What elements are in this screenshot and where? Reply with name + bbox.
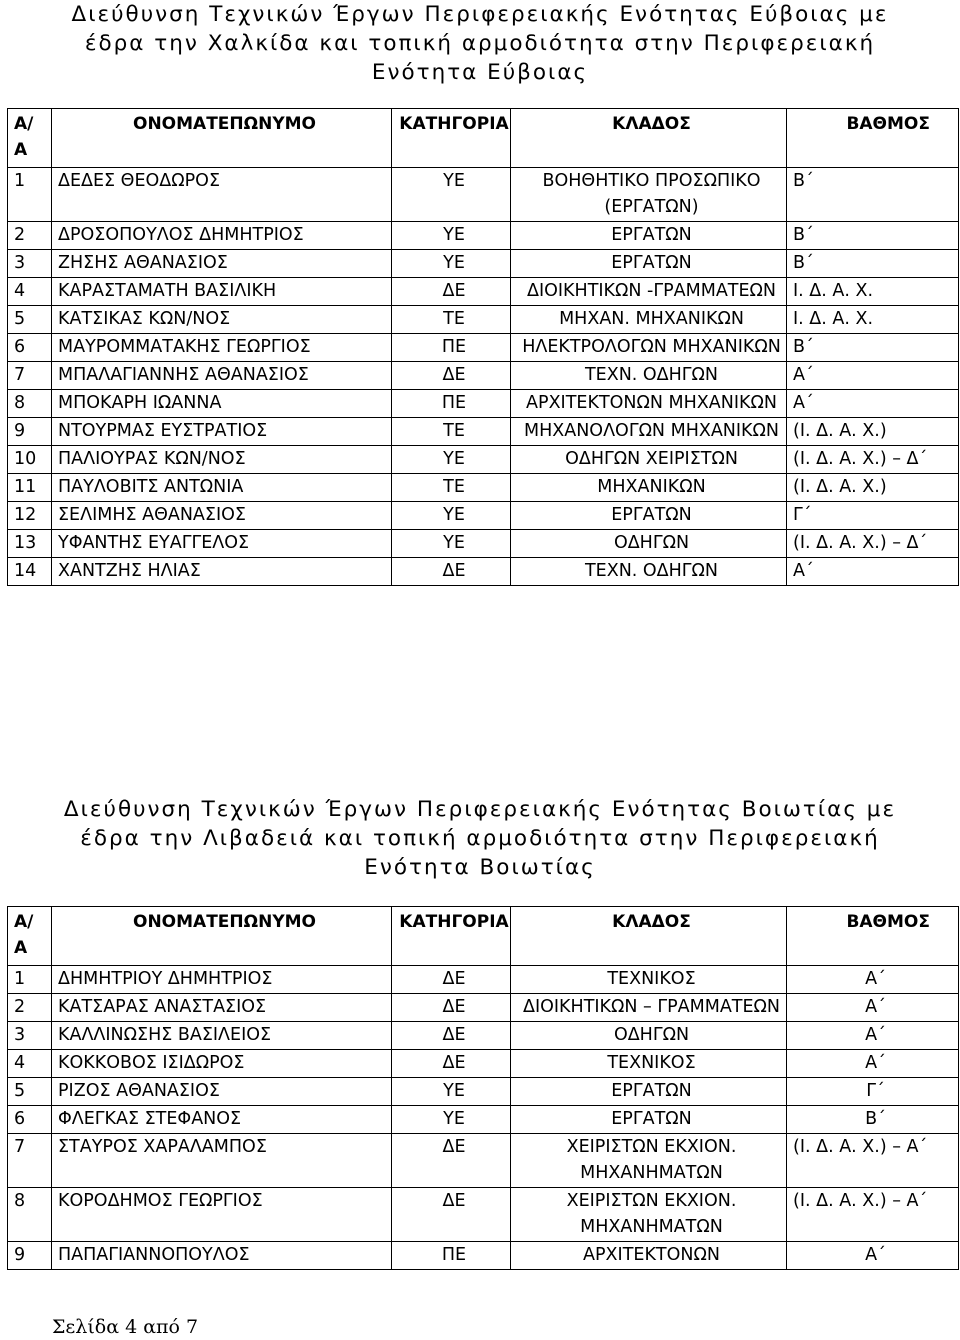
employee-branch: ΔΙΟΙΚΗΤΙΚΩΝ -ΓΡΑΜΜΑΤΕΩΝ [511, 278, 787, 306]
employee-branch: ΟΔΗΓΩΝ ΧΕΙΡΙΣΤΩΝ [511, 446, 787, 474]
table-row [8, 250, 959, 278]
employee-name: ΔΕΔΕΣ ΘΕΟΔΩΡΟΣ [52, 168, 392, 222]
employee-name: ΚΑΛΛΙΝΩΣΗΣ ΒΑΣΙΛΕΙΟΣ [52, 1022, 392, 1050]
row-number: 2 [8, 994, 52, 1022]
table-row [8, 168, 959, 222]
section-1-title [0, 0, 960, 87]
table-header-row [8, 907, 959, 966]
header-branch: ΚΛΑΔΟΣ [511, 907, 787, 966]
row-number: 3 [8, 1022, 52, 1050]
employee-name: ΚΑΤΣΙΚΑΣ ΚΩΝ/ΝΟΣ [52, 306, 392, 334]
employee-branch: ΧΕΙΡΙΣΤΩΝ ΕΚΧΙΟΝ. ΜΗΧΑΝΗΜΑΤΩΝ [511, 1188, 787, 1242]
employee-grade: Β΄ [787, 1106, 959, 1134]
header-no: Α/ Α [8, 109, 52, 168]
employee-branch: ΔΙΟΙΚΗΤΙΚΩΝ – ΓΡΑΜΜΑΤΕΩΝ [511, 994, 787, 1022]
employee-category: ΥΕ [392, 502, 511, 530]
employee-category: ΔΕ [392, 966, 511, 994]
table-body [8, 966, 959, 1270]
header-grade: ΒΑΘΜΟΣ [787, 109, 959, 168]
employee-branch: ΕΡΓΑΤΩΝ [511, 250, 787, 278]
title-line: Διεύθυνση Τεχνικών Έργων Περιφερειακής Ενότητας Εύβοιας με [71, 2, 889, 27]
employee-name: ΧΑΝΤΖΗΣ ΗΛΙΑΣ [52, 558, 392, 586]
row-number: 5 [8, 1078, 52, 1106]
employee-branch: ΒΟΗΘΗΤΙΚΟ ΠΡΟΣΩΠΙΚΟ (ΕΡΓΑΤΩΝ) [511, 168, 787, 222]
row-number: 1 [8, 168, 52, 222]
employee-name: ΦΛΕΓΚΑΣ ΣΤΕΦΑΝΟΣ [52, 1106, 392, 1134]
employee-branch: ΑΡΧΙΤΕΚΤΟΝΩΝ [511, 1242, 787, 1270]
employee-category: ΔΕ [392, 558, 511, 586]
row-number: 6 [8, 334, 52, 362]
table-body [8, 168, 959, 586]
employee-name: ΚΑΡΑΣΤΑΜΑΤΗ ΒΑΣΙΛΙΚΗ [52, 278, 392, 306]
title-line: Ενότητα Εύβοιας [371, 60, 589, 85]
employee-grade: Α΄ [787, 362, 959, 390]
employee-category: ΥΕ [392, 250, 511, 278]
employee-category: ΤΕ [392, 474, 511, 502]
employee-grade: Γ΄ [787, 1078, 959, 1106]
employee-name: ΡΙΖΟΣ ΑΘΑΝΑΣΙΟΣ [52, 1078, 392, 1106]
table-row [8, 1188, 959, 1242]
employee-category: ΔΕ [392, 278, 511, 306]
table-row [8, 530, 959, 558]
row-number: 11 [8, 474, 52, 502]
header-name: ΟΝΟΜΑΤΕΠΩΝΥΜΟ [52, 907, 392, 966]
employee-branch: ΤΕΧΝΙΚΟΣ [511, 1050, 787, 1078]
staff-table-viotia [7, 906, 959, 1270]
employee-category: ΥΕ [392, 530, 511, 558]
employee-category: ΔΕ [392, 1022, 511, 1050]
table-row [8, 334, 959, 362]
employee-category: ΔΕ [392, 1188, 511, 1242]
employee-branch: ΟΔΗΓΩΝ [511, 1022, 787, 1050]
employee-category: ΠΕ [392, 334, 511, 362]
employee-grade: Γ΄ [787, 502, 959, 530]
row-number: 2 [8, 222, 52, 250]
header-category: ΚΑΤΗΓΟΡΙΑ [392, 907, 511, 966]
employee-branch: ΕΡΓΑΤΩΝ [511, 1106, 787, 1134]
header-no: Α/ Α [8, 907, 52, 966]
employee-branch: ΕΡΓΑΤΩΝ [511, 502, 787, 530]
employee-grade: Α΄ [787, 1242, 959, 1270]
header-category: ΚΑΤΗΓΟΡΙΑ [392, 109, 511, 168]
table-row [8, 1242, 959, 1270]
employee-branch: ΤΕΧΝ. ΟΔΗΓΩΝ [511, 362, 787, 390]
employee-grade: Α΄ [787, 1050, 959, 1078]
table-row [8, 558, 959, 586]
title-line: Ενότητα Βοιωτίας [364, 855, 596, 880]
table-row [8, 1134, 959, 1188]
header-branch: ΚΛΑΔΟΣ [511, 109, 787, 168]
table-row [8, 278, 959, 306]
table-row [8, 966, 959, 994]
employee-name: ΜΠΟΚΑΡΗ ΙΩΑΝΝΑ [52, 390, 392, 418]
employee-branch: ΑΡΧΙΤΕΚΤΟΝΩΝ ΜΗΧΑΝΙΚΩΝ [511, 390, 787, 418]
employee-name: ΜΑΥΡΟΜΜΑΤΑΚΗΣ ΓΕΩΡΓΙΟΣ [52, 334, 392, 362]
table-row [8, 994, 959, 1022]
employee-branch: ΕΡΓΑΤΩΝ [511, 1078, 787, 1106]
table-row [8, 502, 959, 530]
employee-grade: Β΄ [787, 250, 959, 278]
row-number: 4 [8, 278, 52, 306]
employee-category: ΥΕ [392, 222, 511, 250]
employee-grade: (Ι. Δ. Α. Χ.) – Δ΄ [787, 446, 959, 474]
table-row [8, 362, 959, 390]
employee-grade: (Ι. Δ. Α. Χ.) – Α΄ [787, 1188, 959, 1242]
employee-grade: (Ι. Δ. Α. Χ.) [787, 474, 959, 502]
employee-name: ΣΤΑΥΡΟΣ ΧΑΡΑΛΑΜΠΟΣ [52, 1134, 392, 1188]
section-2-title [0, 795, 960, 882]
employee-category: ΤΕ [392, 418, 511, 446]
employee-name: ΚΟΡΟΔΗΜΟΣ ΓΕΩΡΓΙΟΣ [52, 1188, 392, 1242]
employee-name: ΠΑΛΙΟΥΡΑΣ ΚΩΝ/ΝΟΣ [52, 446, 392, 474]
employee-grade: Β΄ [787, 334, 959, 362]
employee-category: ΔΕ [392, 362, 511, 390]
row-number: 8 [8, 1188, 52, 1242]
row-number: 6 [8, 1106, 52, 1134]
employee-name: ΜΠΑΛΑΓΙΑΝΝΗΣ ΑΘΑΝΑΣΙΟΣ [52, 362, 392, 390]
employee-branch: ΤΕΧΝ. ΟΔΗΓΩΝ [511, 558, 787, 586]
employee-category: ΠΕ [392, 390, 511, 418]
row-number: 14 [8, 558, 52, 586]
row-number: 8 [8, 390, 52, 418]
page-number: Σελίδα 4 από 7 [52, 1316, 199, 1338]
employee-grade: Β΄ [787, 222, 959, 250]
employee-category: ΤΕ [392, 306, 511, 334]
employee-category: ΥΕ [392, 168, 511, 222]
table-row [8, 1022, 959, 1050]
employee-grade: Β΄ [787, 168, 959, 222]
row-number: 9 [8, 1242, 52, 1270]
employee-branch: ΜΗΧΑΝ. ΜΗΧΑΝΙΚΩΝ [511, 306, 787, 334]
title-line: έδρα την Χαλκίδα και τοπική αρμοδιότητα στην Περιφερειακή [84, 31, 876, 56]
employee-grade: Α΄ [787, 1022, 959, 1050]
employee-grade: (Ι. Δ. Α. Χ.) [787, 418, 959, 446]
employee-grade: (Ι. Δ. Α. Χ.) – Δ΄ [787, 530, 959, 558]
employee-branch: ΕΡΓΑΤΩΝ [511, 222, 787, 250]
employee-name: ΝΤΟΥΡΜΑΣ ΕΥΣΤΡΑΤΙΟΣ [52, 418, 392, 446]
row-number: 12 [8, 502, 52, 530]
header-name: ΟΝΟΜΑΤΕΠΩΝΥΜΟ [52, 109, 392, 168]
employee-category: ΔΕ [392, 1134, 511, 1188]
employee-category: ΥΕ [392, 1106, 511, 1134]
employee-grade: Α΄ [787, 966, 959, 994]
employee-category: ΔΕ [392, 1050, 511, 1078]
employee-branch: ΜΗΧΑΝΙΚΩΝ [511, 474, 787, 502]
employee-name: ΠΑΥΛΟΒΙΤΣ ΑΝΤΩΝΙΑ [52, 474, 392, 502]
table-row [8, 1106, 959, 1134]
employee-name: ΣΕΛΙΜΗΣ ΑΘΑΝΑΣΙΟΣ [52, 502, 392, 530]
row-number: 1 [8, 966, 52, 994]
employee-name: ΔΗΜΗΤΡΙΟΥ ΔΗΜΗΤΡΙΟΣ [52, 966, 392, 994]
employee-branch: ΜΗΧΑΝΟΛΟΓΩΝ ΜΗΧΑΝΙΚΩΝ [511, 418, 787, 446]
table-row [8, 306, 959, 334]
employee-grade: Ι. Δ. Α. Χ. [787, 278, 959, 306]
table-header-row [8, 109, 959, 168]
employee-name: ΠΑΠΑΓΙΑΝΝΟΠΟΥΛΟΣ [52, 1242, 392, 1270]
employee-category: ΥΕ [392, 446, 511, 474]
employee-category: ΠΕ [392, 1242, 511, 1270]
row-number: 10 [8, 446, 52, 474]
employee-name: ΖΗΣΗΣ ΑΘΑΝΑΣΙΟΣ [52, 250, 392, 278]
employee-grade: Α΄ [787, 558, 959, 586]
employee-name: ΔΡΟΣΟΠΟΥΛΟΣ ΔΗΜΗΤΡΙΟΣ [52, 222, 392, 250]
employee-grade: Ι. Δ. Α. Χ. [787, 306, 959, 334]
employee-grade: (Ι. Δ. Α. Χ.) – Α΄ [787, 1134, 959, 1188]
row-number: 7 [8, 362, 52, 390]
row-number: 4 [8, 1050, 52, 1078]
table-row [8, 1078, 959, 1106]
table-row [8, 390, 959, 418]
employee-category: ΔΕ [392, 994, 511, 1022]
row-number: 7 [8, 1134, 52, 1188]
table-row [8, 418, 959, 446]
header-grade: ΒΑΘΜΟΣ [787, 907, 959, 966]
employee-category: ΥΕ [392, 1078, 511, 1106]
employee-name: ΚΟΚΚΟΒΟΣ ΙΣΙΔΩΡΟΣ [52, 1050, 392, 1078]
staff-table-evia [7, 108, 959, 586]
employee-name: ΥΦΑΝΤΗΣ ΕΥΑΓΓΕΛΟΣ [52, 530, 392, 558]
employee-name: ΚΑΤΣΑΡΑΣ ΑΝΑΣΤΑΣΙΟΣ [52, 994, 392, 1022]
row-number: 3 [8, 250, 52, 278]
employee-branch: ΤΕΧΝΙΚΟΣ [511, 966, 787, 994]
employee-branch: ΧΕΙΡΙΣΤΩΝ ΕΚΧΙΟΝ. ΜΗΧΑΝΗΜΑΤΩΝ [511, 1134, 787, 1188]
employee-branch: ΗΛΕΚΤΡΟΛΟΓΩΝ ΜΗΧΑΝΙΚΩΝ [511, 334, 787, 362]
title-line: Διεύθυνση Τεχνικών Έργων Περιφερειακής Ενότητας Βοιωτίας με [63, 797, 897, 822]
table-row [8, 446, 959, 474]
row-number: 13 [8, 530, 52, 558]
table-row [8, 222, 959, 250]
employee-grade: Α΄ [787, 390, 959, 418]
row-number: 5 [8, 306, 52, 334]
table-row [8, 1050, 959, 1078]
employee-branch: ΟΔΗΓΩΝ [511, 530, 787, 558]
employee-grade: Α΄ [787, 994, 959, 1022]
table-row [8, 474, 959, 502]
row-number: 9 [8, 418, 52, 446]
title-line: έδρα την Λιβαδειά και τοπική αρμοδιότητα στην Περιφερειακή [80, 826, 880, 851]
